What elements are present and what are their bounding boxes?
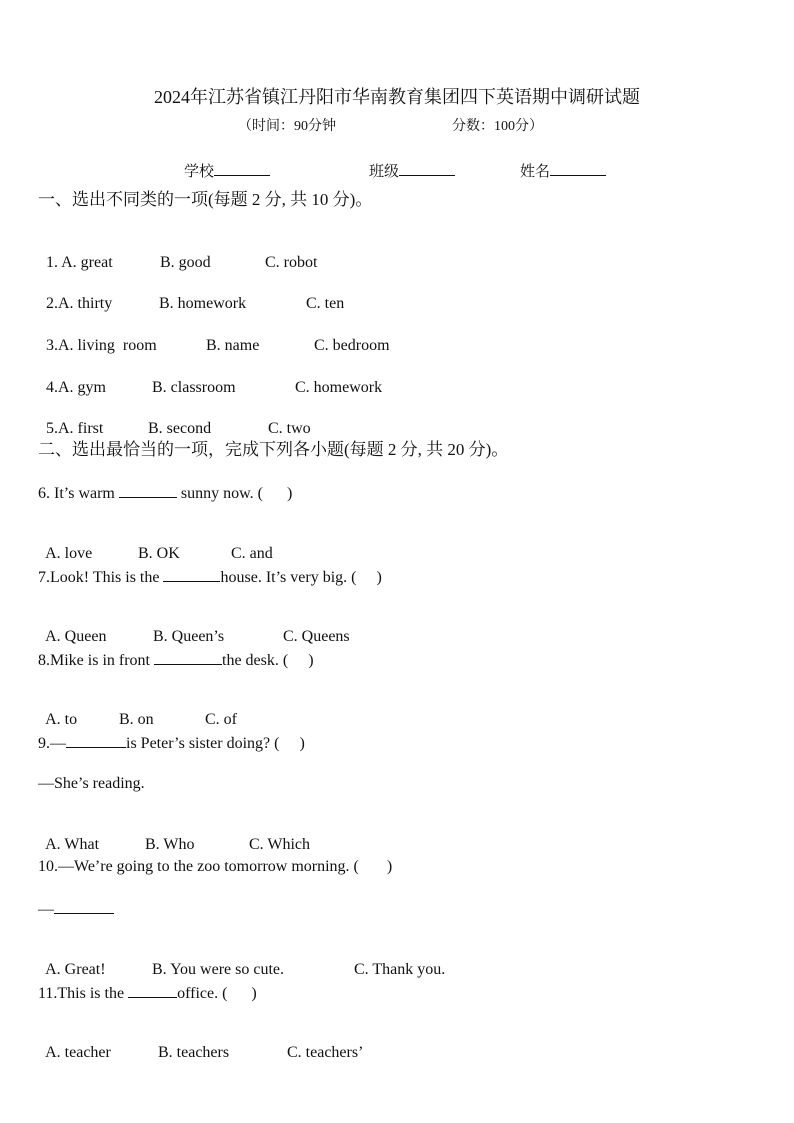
q4-option-c[interactable]: C. homework	[295, 379, 383, 396]
q6-stem-end: sunny now. ( )	[176, 485, 293, 502]
question-8	[38, 649, 314, 671]
question-2	[38, 274, 345, 314]
q7-blank[interactable]	[163, 566, 220, 582]
q8-stem-end: the desk. ( )	[222, 652, 314, 669]
q8-option-c[interactable]: C. of	[205, 711, 237, 728]
q11-stem-start: 11.This is the	[38, 985, 129, 1002]
question-11	[38, 982, 257, 1004]
q3-option-c[interactable]: C. bedroom	[314, 337, 390, 354]
q6-options	[38, 524, 273, 564]
q6-stem-start: 6. It’s warm	[38, 485, 119, 502]
section-2-heading: 二、选出最恰当的一项，完成下列各小题(每题 2 分, 共 20 分)。	[38, 440, 509, 459]
q8-blank[interactable]	[154, 649, 222, 665]
question-10: 10.—We’re going to the zoo tomorrow morning. ( )	[38, 858, 393, 875]
q6-option-c[interactable]: C. and	[231, 545, 273, 562]
class-label: 班级	[369, 164, 400, 180]
q10-options	[38, 940, 446, 980]
q9-blank[interactable]	[66, 732, 126, 748]
question-3	[38, 316, 390, 356]
question-5	[38, 399, 311, 439]
q11-option-c[interactable]: C. teachers’	[287, 1044, 364, 1061]
q11-option-b[interactable]: B. teachers	[158, 1044, 230, 1061]
q3-option-a[interactable]: 3.A. living room	[46, 337, 157, 354]
q7-stem-start: 7.Look! This is the	[38, 569, 164, 586]
q2-option-a[interactable]: 2.A. thirty	[46, 295, 113, 312]
question-9	[38, 732, 305, 754]
q8-option-a[interactable]: A. to	[45, 711, 78, 728]
q11-option-a[interactable]: A. teacher	[45, 1044, 111, 1061]
q3-option-b[interactable]: B. name	[206, 337, 260, 354]
school-label: 学校	[184, 164, 215, 180]
q8-stem-start: 8.Mike is in front	[38, 652, 154, 669]
school-field	[184, 160, 270, 182]
q11-options	[38, 1023, 364, 1063]
q7-stem-end: house. It’s very big. ( )	[220, 569, 382, 586]
q5-option-c[interactable]: C. two	[268, 420, 311, 437]
q2-option-b[interactable]: B. homework	[159, 295, 247, 312]
q6-option-a[interactable]: A. love	[45, 545, 93, 562]
q10-blank[interactable]	[54, 898, 114, 914]
q4-option-a[interactable]: 4.A. gym	[46, 379, 106, 396]
q9-option-c[interactable]: C. Which	[249, 836, 311, 853]
q4-option-b[interactable]: B. classroom	[152, 379, 236, 396]
section-1-heading: 一、选出不同类的一项(每题 2 分, 共 10 分)。	[38, 190, 373, 209]
question-1	[38, 233, 318, 273]
q6-option-b[interactable]: B. OK	[138, 545, 180, 562]
school-blank[interactable]	[214, 160, 270, 176]
q10-reply	[38, 898, 114, 920]
name-field	[520, 160, 606, 182]
q8-options	[38, 690, 237, 730]
exam-score: 分数：100分）	[452, 119, 543, 134]
class-field	[369, 160, 455, 182]
q1-option-b[interactable]: B. good	[160, 254, 211, 271]
q9-option-a[interactable]: A. What	[45, 836, 100, 853]
exam-time: （时间：90分钟	[238, 119, 336, 134]
q7-option-a[interactable]: A. Queen	[45, 628, 107, 645]
q1-option-a[interactable]: 1. A. great	[46, 254, 113, 271]
q5-option-b[interactable]: B. second	[148, 420, 212, 437]
name-label: 姓名	[520, 164, 551, 180]
q10-option-c[interactable]: C. Thank you.	[354, 961, 446, 978]
q1-option-c[interactable]: C. robot	[265, 254, 318, 271]
q9-option-b[interactable]: B. Who	[145, 836, 195, 853]
q10-reply-dash: —	[38, 901, 54, 918]
q7-option-c[interactable]: C. Queens	[283, 628, 350, 645]
q7-option-b[interactable]: B. Queen’s	[153, 628, 225, 645]
q9-options	[38, 815, 311, 855]
q11-stem-end: office. ( )	[177, 985, 257, 1002]
name-blank[interactable]	[550, 160, 606, 176]
q11-blank[interactable]	[128, 982, 177, 998]
question-6	[38, 482, 292, 504]
q6-blank[interactable]	[119, 482, 177, 498]
q7-options	[38, 607, 350, 647]
q9-reply: —She’s reading.	[38, 775, 145, 792]
q10-option-a[interactable]: A. Great!	[45, 961, 106, 978]
q8-option-b[interactable]: B. on	[119, 711, 154, 728]
page-title: 2024年江苏省镇江丹阳市华南教育集团四下英语期中调研试题	[154, 87, 640, 107]
q5-option-a[interactable]: 5.A. first	[46, 420, 104, 437]
q10-option-b[interactable]: B. You were so cute.	[152, 961, 284, 978]
q9-stem-start: 9.—	[38, 735, 66, 752]
q2-option-c[interactable]: C. ten	[306, 295, 345, 312]
q9-stem-end: is Peter’s sister doing? ( )	[126, 735, 305, 752]
question-7	[38, 566, 382, 588]
class-blank[interactable]	[399, 160, 455, 176]
question-4	[38, 358, 383, 398]
